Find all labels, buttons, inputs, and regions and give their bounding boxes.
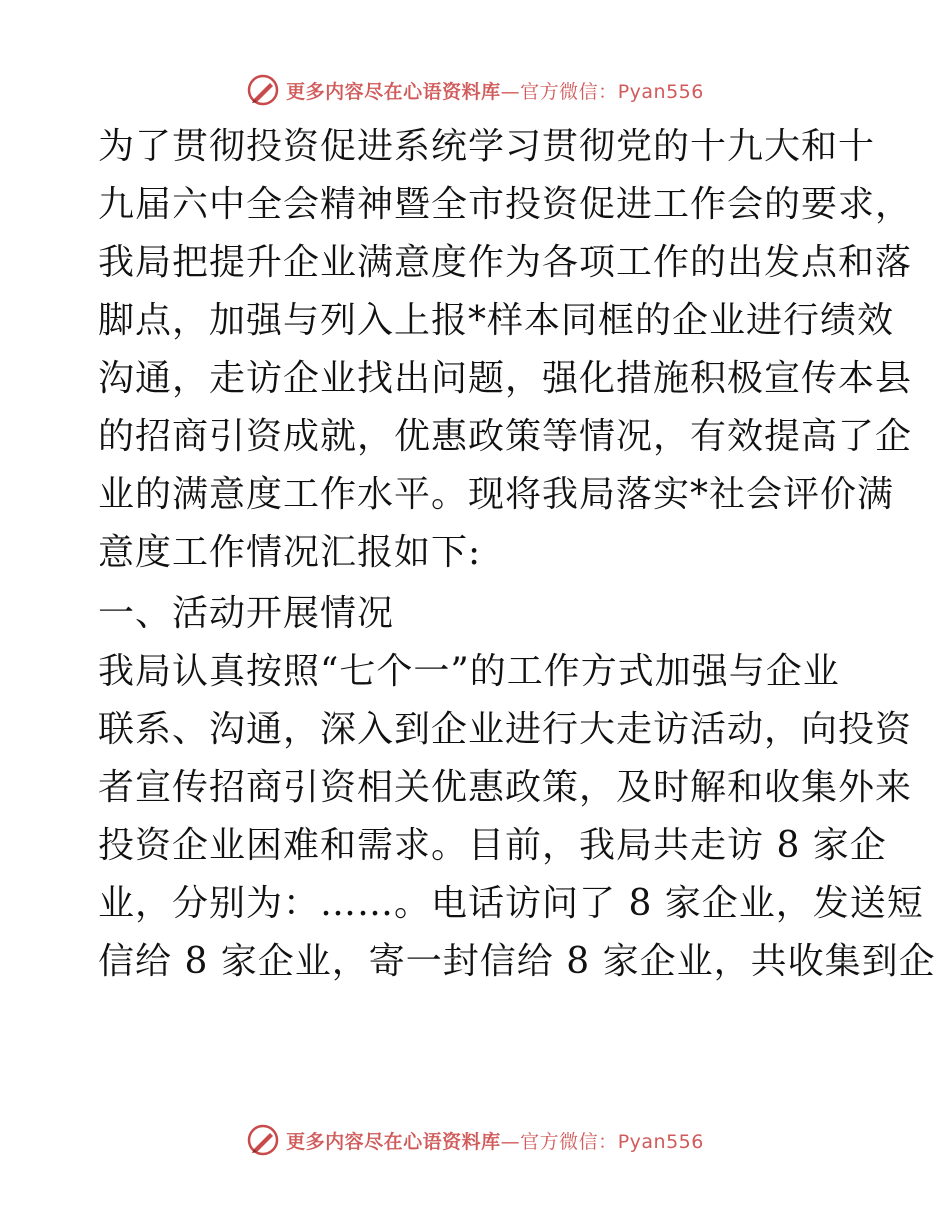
text-line: 意度工作情况汇报如下: — [98, 532, 482, 573]
text-line: 脚点，加强与列入上报*样本同框的企业进行绩效 — [98, 300, 895, 341]
pen-logo-icon — [246, 73, 280, 107]
watermark-text: 更多内容尽在心语资料库—官方微信：Pyan556 — [286, 80, 704, 103]
footer-watermark — [0, 1120, 950, 1160]
document-body — [98, 118, 936, 991]
text-line: 信给 8 家企业，寄一封信给 8 家企业，共收集到企 — [98, 941, 936, 982]
text-line: 者宣传招商引资相关优惠政策，及时解和收集外来 — [98, 767, 913, 808]
text-line: 联系、沟通，深入到企业进行大走访活动，向投资 — [98, 709, 913, 750]
watermark-text: 更多内容尽在心语资料库—官方微信：Pyan556 — [286, 1130, 704, 1153]
text-line: 我局把提升企业满意度作为各项工作的出发点和落 — [98, 242, 913, 283]
text-line: 我局认真按照“七个一”的工作方式加强与企业 — [98, 651, 840, 692]
text-line: 九届六中全会精神暨全市投资促进工作会的要求， — [98, 184, 913, 225]
pen-logo-icon — [246, 1123, 280, 1157]
text-line: 业，分别为：……。电话访问了 8 家企业，发送短 — [98, 883, 924, 924]
header-watermark — [0, 70, 950, 110]
text-line: 的招商引资成就，优惠政策等情况，有效提高了企 — [98, 416, 913, 457]
paragraph-activities — [98, 643, 936, 991]
text-line: 业的满意度工作水平。现将我局落实*社会评价满 — [98, 474, 895, 515]
text-line: 沟通，走访企业找出问题，强化措施积极宣传本县 — [98, 358, 913, 399]
section-heading: 一、活动开展情况 — [98, 593, 395, 634]
text-line: 为了贯彻投资促进系统学习贯彻党的十九大和十 — [98, 126, 876, 167]
paragraph-intro — [98, 118, 913, 582]
text-line: 投资企业困难和需求。目前，我局共走访 8 家企 — [98, 825, 887, 866]
